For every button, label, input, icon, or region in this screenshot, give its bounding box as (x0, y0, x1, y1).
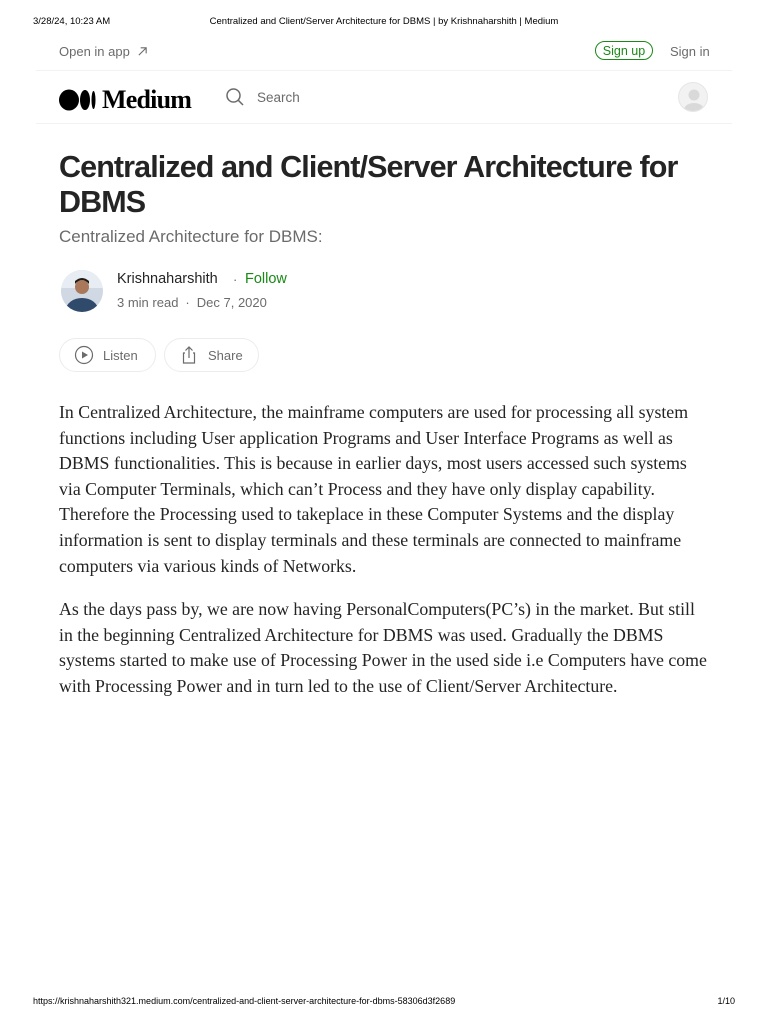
article-title: Centralized and Client/Server Architecture for DBMS (59, 150, 678, 219)
arrow-up-right-icon (137, 46, 148, 57)
search-icon (225, 87, 245, 107)
print-url: https://krishnaharshith321.medium.com/centralized-and-client-server-architecture-for-dbms-58306d3f2689 (33, 996, 456, 1006)
medium-logo[interactable] (59, 85, 191, 115)
publish-date: Dec 7, 2020 (196, 295, 267, 310)
article-meta (117, 295, 267, 310)
search-box[interactable] (225, 87, 300, 107)
play-icon (74, 345, 94, 365)
listen-label: Listen (103, 347, 138, 363)
meta-separator: · (185, 295, 190, 310)
search-input[interactable]: Search (257, 89, 300, 105)
follow-button[interactable]: Follow (245, 271, 287, 287)
print-doc-title: Centralized and Client/Server Architecture for DBMS | by Krishnaharshith | Medium (209, 16, 559, 27)
article (59, 150, 709, 718)
read-time: 3 min read (117, 295, 179, 310)
listen-button[interactable] (59, 338, 156, 372)
nav-bar (36, 71, 732, 124)
user-icon (679, 83, 708, 112)
byline (59, 270, 709, 318)
print-footer (33, 996, 735, 1010)
top-bar (36, 36, 732, 71)
medium-logo-icon (59, 89, 97, 111)
author-photo-icon (61, 270, 103, 312)
medium-wordmark: Medium (102, 85, 192, 114)
share-icon (179, 345, 199, 365)
share-button[interactable] (164, 338, 259, 372)
byline-separator: · (233, 272, 238, 287)
author-name[interactable]: Krishnaharshith (117, 271, 218, 287)
author-avatar[interactable] (61, 270, 103, 312)
print-header (33, 16, 735, 30)
user-avatar[interactable] (678, 82, 708, 112)
open-in-app-link[interactable] (59, 44, 148, 59)
share-label: Share (208, 347, 243, 363)
page-number: 1/10 (717, 996, 735, 1006)
sign-up-button[interactable]: Sign up (595, 41, 653, 60)
paragraph: As the days pass by, we are now having PersonalComputers(PC’s) in the market. But still in the beginning Centralized Architecture for DBMS was used. Gradually the DBMS systems started to make use of Processing Power in the used side i.e Computers have come with Processing Power and in turn led to the use of Client/Server Architecture. (59, 599, 707, 696)
sign-in-link[interactable]: Sign in (670, 44, 710, 59)
article-body (59, 400, 709, 700)
article-actions (59, 338, 709, 374)
open-in-app-label: Open in app (59, 44, 130, 59)
print-datetime: 3/28/24, 10:23 AM (33, 16, 111, 27)
paragraph: In Centralized Architecture, the mainframe computers are used for processing all system functions including User application Programs and User Interface Programs as well as DBMS functionalities. This is because in earlier days, most users accessed such systems via Computer Terminals, which can’t Process and they have only display capability. Therefore the Processing used to takeplace in these Computer Systems and the display information is sent to display terminals and these terminals are connected to mainframe computers via various kinds of Networks. (59, 402, 689, 576)
article-subtitle: Centralized Architecture for DBMS: (59, 227, 323, 246)
